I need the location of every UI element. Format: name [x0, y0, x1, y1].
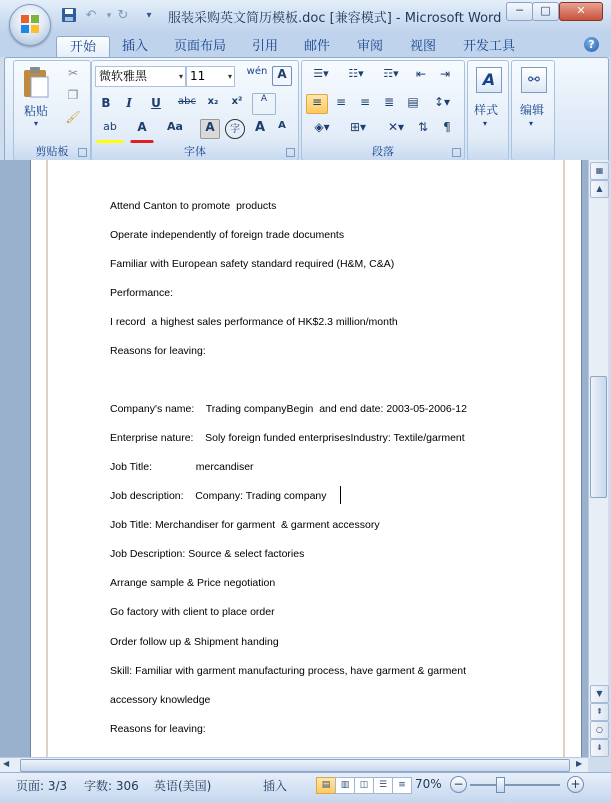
save-icon[interactable]	[60, 7, 78, 25]
styles-label: 样式	[474, 103, 499, 117]
undo-dropdown-icon[interactable]: ▾	[106, 11, 112, 21]
undo-icon[interactable]: ↶	[85, 8, 97, 23]
underline-button[interactable]: U	[151, 96, 161, 110]
zoom-in-icon[interactable]: +	[567, 776, 584, 793]
chevron-down-icon: ▾	[227, 72, 232, 81]
subscript-button[interactable]: x₂	[207, 96, 219, 107]
print-layout-icon[interactable]: ▤	[316, 777, 336, 794]
scroll-left-icon[interactable]: ◀	[3, 759, 10, 768]
cut-icon[interactable]: ✂	[67, 66, 79, 80]
tab-mailings[interactable]: 邮件	[304, 39, 331, 54]
scroll-thumb[interactable]	[20, 759, 570, 772]
char-border-button[interactable]: A	[272, 66, 292, 86]
change-case-button[interactable]: Aa	[167, 120, 183, 133]
font-size-value: 11	[190, 69, 206, 83]
doc-line: Arrange sample & Price negotiation	[110, 577, 276, 589]
multilevel-list-icon[interactable]: ☶▾	[383, 67, 399, 80]
shrink-font-button[interactable]: A	[278, 120, 286, 131]
insert-mode[interactable]: 插入	[263, 779, 288, 793]
borders-icon[interactable]: ⊞▾	[349, 120, 367, 134]
align-left-icon[interactable]: ≡	[306, 94, 328, 114]
zoom-level[interactable]: 70%	[415, 777, 442, 791]
doc-line: I record a highest sales performance of HK$2.3 million/month	[110, 316, 398, 328]
numbering-icon[interactable]: ☷▾	[348, 67, 364, 80]
clipboard-group	[13, 60, 91, 161]
doc-line: Reasons for leaving:	[110, 345, 206, 357]
font-name-value: 微软雅黑	[99, 69, 148, 83]
page-margin-left	[46, 160, 48, 757]
tab-references[interactable]: 引用	[252, 39, 279, 54]
outline-view-icon[interactable]: ☰	[373, 777, 393, 794]
paste-label: 粘贴	[23, 104, 48, 118]
doc-line: Skill: Familiar with garment manufacturing process, have garment & garment	[110, 665, 466, 677]
page-count[interactable]: 页面: 3/3	[16, 779, 68, 793]
bullets-icon[interactable]: ☰▾	[313, 67, 329, 80]
clipboard-launcher-icon[interactable]	[78, 148, 87, 157]
chinese-layout-icon[interactable]: ✕▾	[387, 120, 405, 134]
ribbon-tabs	[0, 33, 611, 57]
doc-line: Go factory with client to place order	[110, 606, 275, 618]
zoom-out-icon[interactable]: −	[450, 776, 467, 793]
paragraph-group-label: 段落	[372, 145, 394, 158]
customize-toolbar-icon[interactable]: ▾	[146, 10, 152, 21]
align-right-icon[interactable]: ≡	[359, 95, 371, 109]
status-bar	[0, 772, 611, 803]
doc-line: Enterprise nature: Soly foreign funded enterprisesIndustry: Textile/garment	[110, 432, 465, 444]
tab-page-layout[interactable]: 页面布局	[174, 39, 227, 54]
editing-group[interactable]	[511, 60, 555, 161]
increase-indent-icon[interactable]: ⇥	[439, 67, 451, 81]
doc-line: Familiar with European safety standard required (H&M, C&A)	[110, 258, 395, 270]
doc-line: Operate independently of foreign trade documents	[110, 229, 345, 241]
tab-developer[interactable]: 开发工具	[463, 39, 516, 54]
tab-insert[interactable]: 插入	[122, 39, 149, 54]
page-margin-right	[563, 160, 565, 757]
browse-object-icon[interactable]: ○	[590, 721, 609, 739]
zoom-slider-track[interactable]	[470, 784, 560, 786]
distributed-icon[interactable]: ▤	[407, 95, 419, 109]
sort-icon[interactable]: ⇅	[417, 120, 429, 134]
web-layout-icon[interactable]: ◫	[354, 777, 374, 794]
office-logo-icon	[20, 14, 40, 34]
show-marks-icon[interactable]: ¶	[443, 120, 451, 134]
language-indicator[interactable]: 英语(美国)	[154, 779, 212, 793]
scroll-right-icon[interactable]: ▶	[576, 759, 583, 768]
ruler-toggle-icon[interactable]: ▦	[590, 162, 609, 180]
title-bar	[0, 0, 611, 34]
font-group-label: 字体	[184, 145, 206, 158]
zoom-slider-thumb[interactable]	[496, 777, 505, 793]
window-title: 服装采购英文简历模板.doc [兼容模式] - Microsoft Word	[168, 11, 502, 26]
doc-line: Order follow up & Shipment handing	[110, 636, 279, 648]
binoculars-icon: ⚯	[521, 67, 547, 93]
doc-line: Company's name: Trading companyBegin and end date: 2003-05-2006-12	[110, 403, 467, 415]
paste-button[interactable]: 粘贴 ▾	[17, 64, 55, 136]
doc-line: Performance:	[110, 287, 174, 299]
help-icon[interactable]: ?	[584, 37, 599, 52]
doc-line: Attend Canton to promote products	[110, 200, 277, 212]
format-painter-icon[interactable]: 🖌	[65, 110, 81, 124]
font-group	[91, 60, 299, 161]
doc-line: Job Description: Source & select factories	[110, 548, 305, 560]
scroll-thumb[interactable]	[590, 376, 607, 498]
strikethrough-button[interactable]: abc	[178, 96, 196, 107]
chevron-down-icon: ▾	[529, 119, 534, 128]
grow-font-button[interactable]: A	[254, 120, 266, 135]
tab-home[interactable]: 开始	[56, 36, 110, 58]
ribbon	[4, 57, 609, 162]
font-name-field[interactable]	[95, 66, 186, 87]
bold-button[interactable]: B	[101, 96, 111, 110]
paragraph-launcher-icon[interactable]	[452, 148, 461, 157]
font-size-field[interactable]	[186, 66, 235, 87]
shading-icon[interactable]: ◈▾	[314, 120, 330, 134]
font-launcher-icon[interactable]	[286, 148, 295, 157]
font-color-button[interactable]: A	[130, 119, 154, 143]
superscript-button[interactable]: x²	[231, 96, 243, 107]
align-center-icon[interactable]: ≡	[335, 95, 347, 109]
horizontal-scrollbar[interactable]	[0, 757, 588, 772]
office-button[interactable]	[9, 4, 51, 46]
chevron-down-icon: ▾	[483, 119, 488, 128]
encircle-char-button[interactable]: 字	[225, 119, 245, 139]
previous-page-icon[interactable]: ⇞	[590, 703, 609, 721]
vertical-scrollbar[interactable]	[588, 160, 608, 757]
copy-icon[interactable]: ❐	[67, 88, 79, 102]
tab-review[interactable]: 审阅	[357, 39, 384, 54]
doc-line: Job description: Company: Trading company	[110, 490, 327, 502]
line-spacing-icon[interactable]: ↕▾	[433, 95, 451, 109]
clipboard-group-label: 剪贴板	[35, 145, 69, 158]
redo-icon[interactable]: ↻	[117, 8, 129, 23]
scroll-up-icon[interactable]: ▲	[590, 180, 609, 198]
maximize-button[interactable]: □	[532, 2, 559, 21]
doc-line: Job Title: mercandiser	[110, 461, 254, 473]
styles-group[interactable]	[467, 60, 509, 161]
minimize-button[interactable]: ─	[506, 2, 533, 21]
char-shading-button[interactable]: A	[200, 119, 220, 139]
close-button[interactable]: ✕	[559, 2, 603, 21]
tab-view[interactable]: 视图	[410, 39, 437, 54]
doc-line: Job Title: Merchandiser for garment & garment accessory	[110, 519, 380, 531]
text-cursor	[340, 486, 341, 504]
chevron-down-icon: ▾	[178, 72, 183, 81]
justify-icon[interactable]: ≣	[383, 95, 395, 109]
paragraph-group	[301, 60, 465, 161]
phonetic-guide-button[interactable]: wén	[246, 66, 268, 77]
draft-view-icon[interactable]: ≡	[392, 777, 412, 794]
doc-line: accessory knowledge	[110, 694, 211, 706]
paste-icon	[21, 65, 51, 99]
scroll-down-icon[interactable]: ▼	[590, 685, 609, 703]
clear-formatting-button[interactable]: A	[252, 93, 276, 115]
decrease-indent-icon[interactable]: ⇤	[415, 67, 427, 81]
italic-button[interactable]: I	[126, 96, 132, 110]
editing-label: 编辑	[520, 103, 545, 117]
styles-icon: A	[476, 67, 502, 93]
highlight-button[interactable]: ab	[96, 119, 124, 143]
next-page-icon[interactable]: ⇟	[590, 739, 609, 757]
word-count[interactable]: 字数: 306	[84, 779, 139, 793]
doc-line: Reasons for leaving:	[110, 723, 206, 735]
full-screen-reading-icon[interactable]: ▥	[335, 777, 355, 794]
